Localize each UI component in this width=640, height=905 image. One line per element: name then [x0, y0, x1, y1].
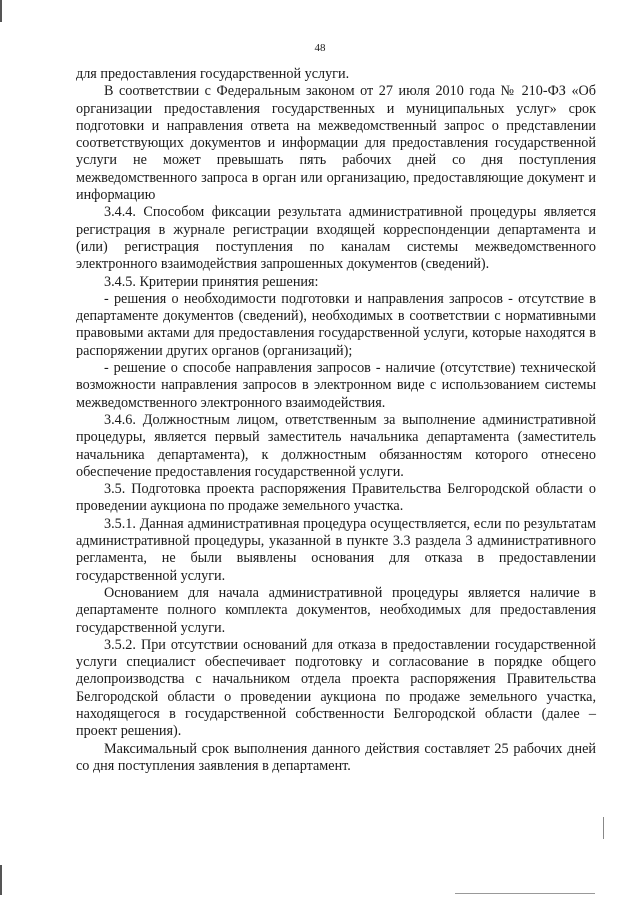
scan-edge-mark [603, 817, 604, 839]
paragraph: Основанием для начала административной процедуры является наличие в департаменте полного комплекта документов, необходимых для предоставления государственной услуги. [76, 584, 596, 636]
document-body [76, 66, 596, 775]
paragraph: 3.4.5. Критерии принятия решения: [104, 273, 319, 290]
paragraph: 3.5.1. Данная административная процедура осуществляется, если по результатам административной процедуры, указанной в пункте 3.3 раздела 3 административного регламента, не были выявлены основания для отказа в предоставлении государственной услуги. [76, 515, 596, 584]
paragraph: Максимальный срок выполнения данного действия составляет 25 рабочих дней со дня поступления заявления в департамент. [76, 740, 596, 774]
section-heading: 3.5. Подготовка проекта распоряжения Правительства Белгородской области о проведении аукциона по продаже земельного участка. [76, 481, 596, 515]
scan-edge-mark [0, 0, 2, 22]
paragraph: 3.4.4. Способом фиксации результата административной процедуры является регистрация в журнале регистрации входящей корреспонденции департамента и (или) регистрация поступления по каналам системы межведомственного электронного взаимодействия запрошенных документов (сведений). [76, 204, 596, 273]
list-item: - решения о необходимости подготовки и направления запросов - отсутствие в департаменте документов (сведений), необходимых в соответствии с нормативными правовыми актами для предоставления государственной услуги, которые находятся в распоряжении других органов (организаций); [76, 290, 596, 359]
paragraph: 3.5.2. При отсутствии оснований для отказа в предоставлении государственной услуги специалист обеспечивает подготовку и согласование в порядке общего делопроизводства с начальником отдела проекта распоряжения Правительства Белгородской области о проведении аукциона по продаже земельного участка, находящегося в государственной собственности Белгородской области (далее – проект решения). [76, 636, 596, 740]
paragraph: для предоставления государственной услуги. [76, 66, 350, 82]
scan-edge-mark [455, 893, 595, 894]
paragraph: В соответствии с Федеральным законом от 27 июля 2010 года № 210-ФЗ «Об организации предоставления государственных и муниципальных услуг» срок подготовки и направления ответа на межведомственный запрос о представлении соответствующих документов и информации для предоставления государственной услуги не может превышать пять рабочих дней со дня поступления межведомственного запроса в орган или организацию, предоставляющие документ и информацию [76, 83, 596, 204]
page-number: 48 [314, 42, 326, 54]
list-item: - решение о способе направления запросов - наличие (отсутствие) технической возможности направления запросов в электронном виде с использованием системы межведомственного электронного взаимодействия. [76, 360, 596, 411]
scan-edge-mark [0, 865, 2, 895]
paragraph: 3.4.6. Должностным лицом, ответственным за выполнение административной процедуры, является первый заместитель начальника департамента (заместитель начальника департамента), к должностным обязанностям которого отнесено обеспечение предоставления государственной услуги. [76, 411, 596, 480]
